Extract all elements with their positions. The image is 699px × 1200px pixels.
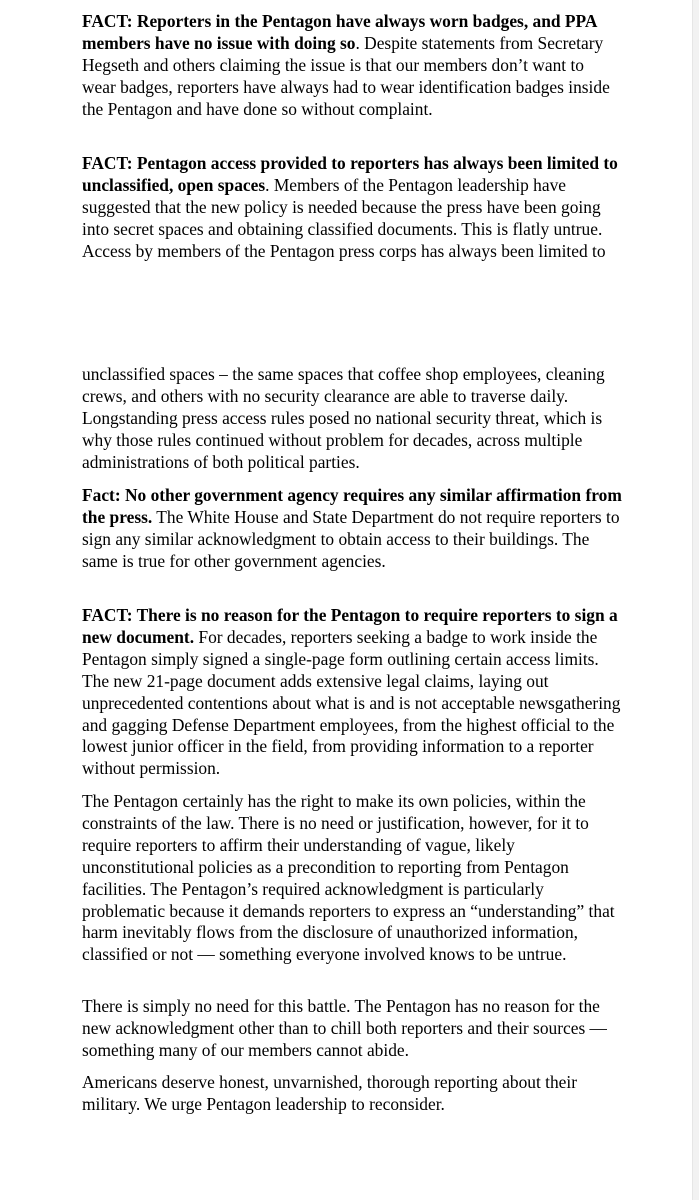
paragraph-conclusion [82,1072,622,1116]
paragraph-policies-body: The Pentagon certainly has the right to make its own policies, within the constraints of the law. There is no need or justification, however, for it to require reporters to affirm their understanding of vague, likely unconstitutional policies as a precondition to reporting from Pentagon facilities. The Pentagon’s required acknowledgment is particularly problematic because it demands reporters to express an “understanding” that harm inevitably flows from the disclosure of unauthorized information, classified or not — something everyone involved knows to be untrue. [82,791,615,965]
paragraph-policies [82,791,622,966]
paragraph-badges [82,11,622,121]
paragraph-new-document-heading: FACT: There is no reason for the Pentagon to require reporters to sign a new document. [82,605,618,647]
paragraph-no-need-body: There is simply no need for this battle. The Pentagon has no reason for the new acknowledgment other than to chill both reporters and their sources — something many of our members cannot abide. [82,996,607,1060]
paragraph-conclusion-body: Americans deserve honest, unvarnished, thorough reporting about their military. We urge Pentagon leadership to reconsider. [82,1072,578,1114]
paragraph-badges-body: . Despite statements from Secretary Hegseth and others claiming the issue is that our members don’t want to wear badges, reporters have always had to wear identification badges inside the Pentagon and have done so without complaint. [82,32,610,119]
paragraph-new-document-body: For decades, reporters seeking a badge to work inside the Pentagon simply signed a single-page form outlining certain access limits. The new 21-page document adds extensive legal claims, laying out unprecedented contentions about what is and is not acceptable newsgathering and gagging Defense Department employees, from the highest official to the lowest junior officer in the field, from providing information to a reporter without permission. [82,626,621,779]
paragraph-access-heading: FACT: Pentagon access provided to reporters has always been limited to unclassified, open spaces [82,153,618,195]
paragraph-badges-heading: FACT: Reporters in the Pentagon have always worn badges, and PPA members have no issue with doing so [82,11,597,53]
paragraph-access-body: . Members of the Pentagon leadership have suggested that the new policy is needed because the press have been going into secret spaces and obtaining classified documents. This is flatly untrue. Access by members of the Pentagon press corps has always been limited to [82,174,606,261]
paragraph-access-continued [82,364,622,474]
paragraph-access [82,153,622,263]
paragraph-other-agencies [82,485,622,573]
paragraph-new-document [82,605,622,780]
page-edge-divider [692,0,699,1200]
paragraph-no-need [82,996,622,1062]
paragraph-other-agencies-body: The White House and State Department do not require reporters to sign any similar acknowledgment to obtain access to their buildings. The same is true for other government agencies. [82,506,620,571]
paragraph-access-continued-body: unclassified spaces – the same spaces that coffee shop employees, cleaning crews, and others with no security clearance are able to traverse daily. Longstanding press access rules posed no national security threat, which is why those rules continued without problem for decades, across multiple administrations of both political parties. [82,364,605,472]
paragraph-other-agencies-heading: Fact: No other government agency requires any similar affirmation from the press. [82,485,622,527]
